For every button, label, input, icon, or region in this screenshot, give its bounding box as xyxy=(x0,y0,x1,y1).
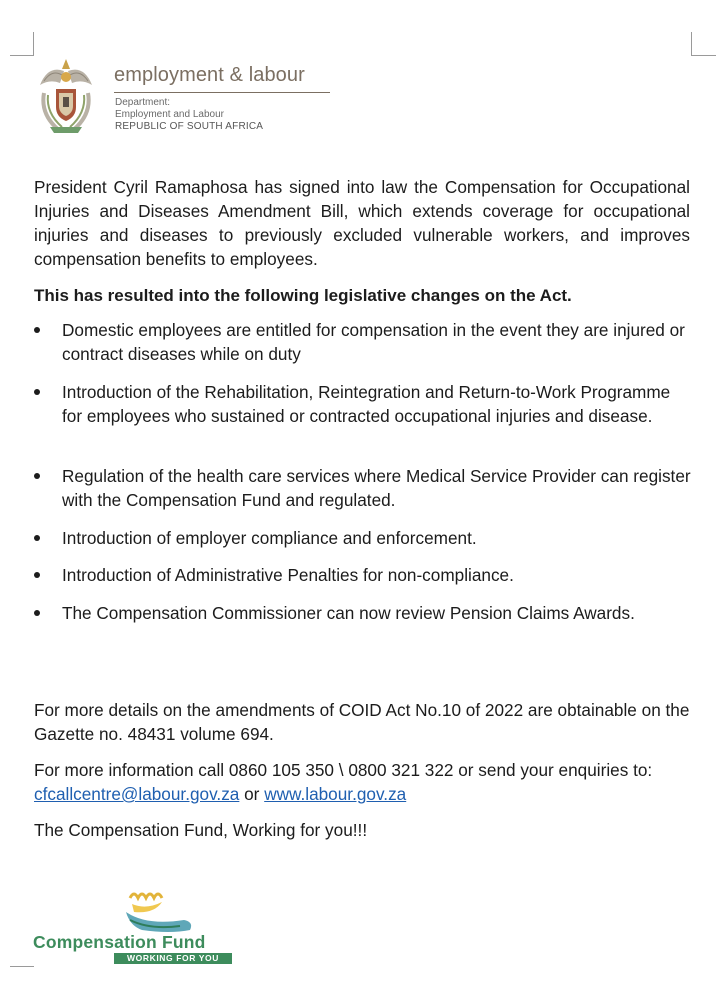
contact-paragraph xyxy=(34,758,690,806)
department-title: employment & labour xyxy=(114,64,305,86)
contact-or: or xyxy=(239,784,265,804)
list-item-text: The Compensation Commissioner can now review Pension Claims Awards. xyxy=(62,603,635,623)
crop-mark xyxy=(692,55,716,56)
closing-line: The Compensation Fund, Working for you!!! xyxy=(34,820,368,840)
list-item-text: Regulation of the health care services where Medical Service Provider can register with the Compensation Fund and regulated. xyxy=(62,466,691,510)
department-name: Employment and Labour xyxy=(115,109,224,120)
crop-mark xyxy=(10,966,34,967)
fund-tagline: WORKING FOR YOU xyxy=(114,953,232,964)
changes-heading: This has resulted into the following legislative changes on the Act. xyxy=(34,286,572,305)
country-name: REPUBLIC OF SOUTH AFRICA xyxy=(115,121,264,132)
crop-mark xyxy=(33,32,34,56)
intro-paragraph: President Cyril Ramaphosa has signed into law the Compensation for Occupational Injuries and Diseases Amendment Bill, which extends coverage for occupational injuries and diseases to previously excluded vulnerable workers, and improves compensation benefits to employees. xyxy=(34,177,690,269)
bullet-icon xyxy=(34,389,40,395)
list-item-text: Introduction of Administrative Penalties for non-compliance. xyxy=(62,565,514,585)
list-item-text: Introduction of employer compliance and enforcement. xyxy=(62,528,477,548)
list-item-text: Domestic employees are entitled for compensation in the event they are injured or contract diseases while on duty xyxy=(62,320,685,364)
coat-of-arms-icon xyxy=(30,55,102,139)
email-link[interactable]: cfcallcentre@labour.gov.za xyxy=(34,784,240,804)
fund-name: Compensation Fund xyxy=(33,932,206,952)
details-paragraph: For more details on the amendments of COID Act No.10 of 2022 are obtainable on the Gazette no. 48431 volume 694. xyxy=(34,700,690,744)
website-link[interactable]: www.labour.gov.za xyxy=(264,784,407,804)
list-item-text: Introduction of the Rehabilitation, Reintegration and Return-to-Work Programme for employees who sustained or contracted occupational injuries and disease. xyxy=(62,382,671,426)
divider xyxy=(114,92,330,93)
bullet-icon xyxy=(34,473,40,479)
contact-text: For more information call 0860 105 350 \ 0800 321 322 or send your enquiries to: xyxy=(34,760,653,780)
bullet-icon xyxy=(34,572,40,578)
department-label: Department: xyxy=(115,97,171,108)
crop-mark xyxy=(691,32,692,56)
bullet-icon xyxy=(34,535,40,541)
bullet-icon xyxy=(34,327,40,333)
bullet-icon xyxy=(34,610,40,616)
